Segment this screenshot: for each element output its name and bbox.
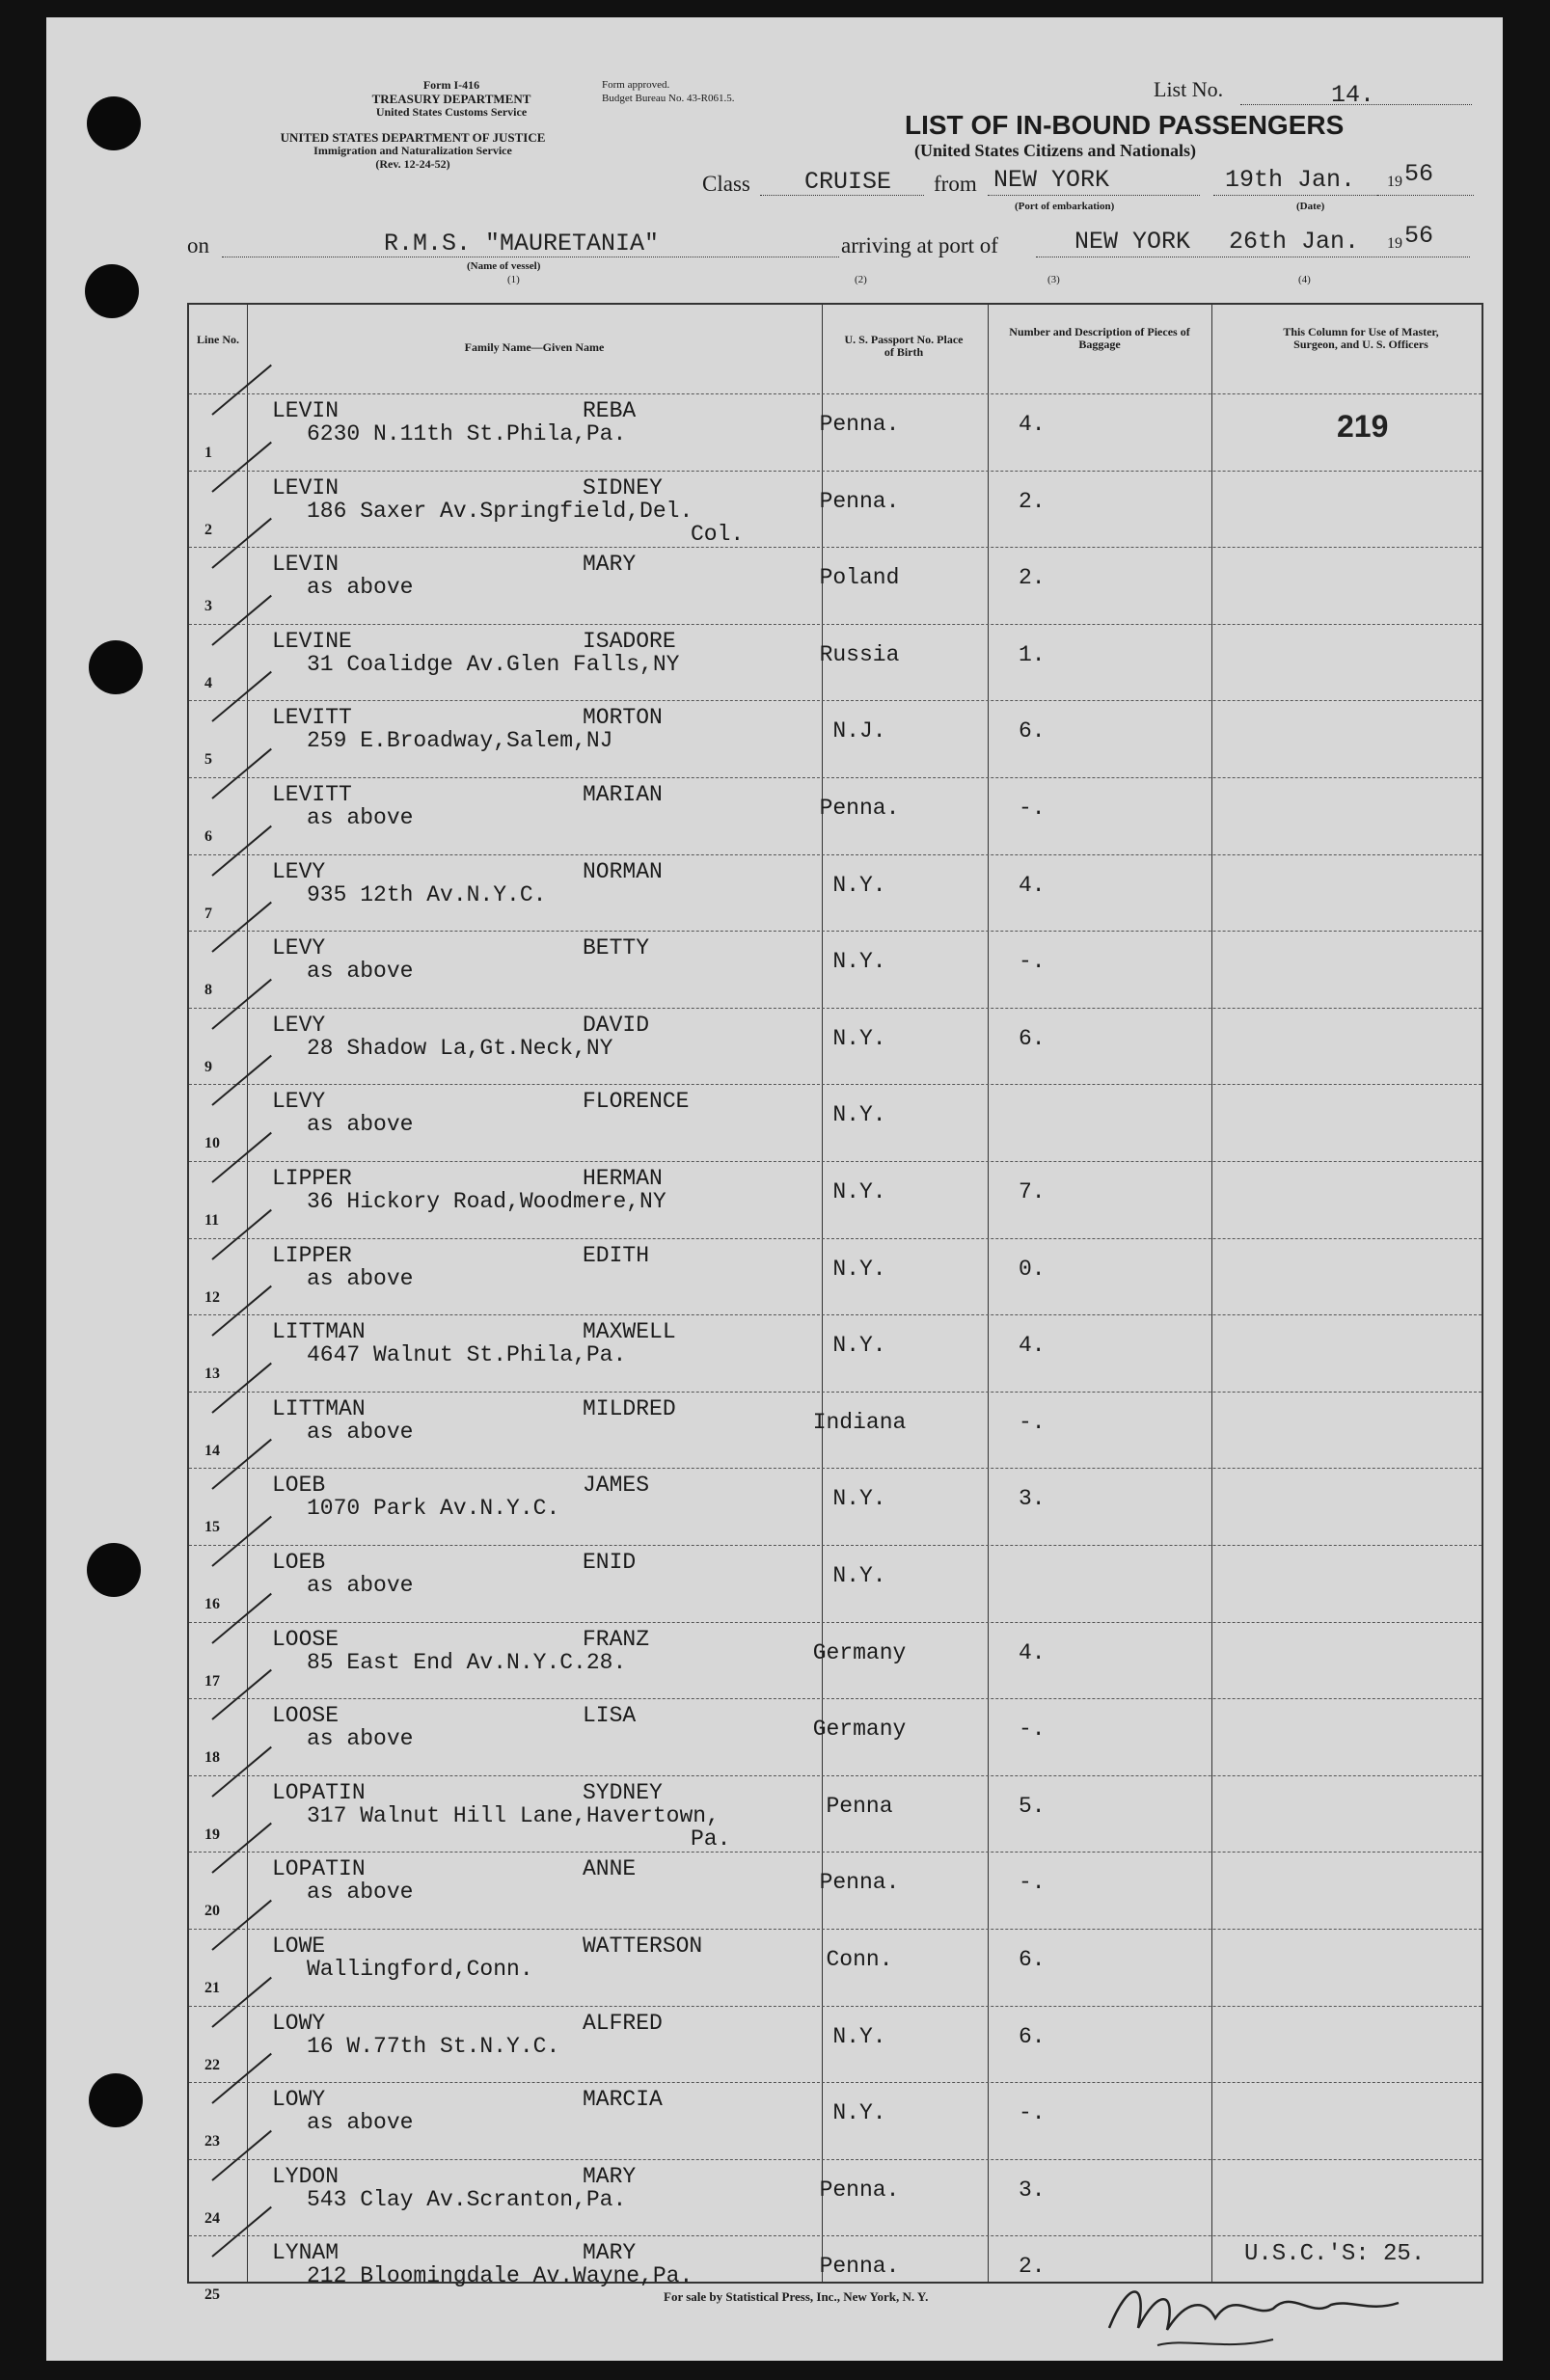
place-of-birth: Penna.: [819, 2177, 900, 2203]
punch-hole: [85, 264, 139, 318]
table-row: [189, 700, 1482, 778]
baggage-count: 2.: [1019, 488, 1046, 514]
list-subtitle: (United States Citizens and Nationals): [914, 141, 1197, 160]
place-of-birth: N.Y.: [832, 1025, 886, 1051]
place-of-birth: N.Y.: [832, 1333, 886, 1359]
table-row: [189, 2006, 1482, 2084]
family-name: LEVY: [272, 858, 326, 884]
given-name: FLORENCE: [583, 1089, 690, 1115]
address: Wallingford,Conn.: [307, 1957, 533, 1982]
address: 85 East End Av.N.Y.C.28.: [307, 1649, 627, 1675]
baggage-count: 2.: [1019, 2254, 1046, 2280]
place-of-birth: Penna.: [819, 412, 900, 437]
family-name: LEVITT: [272, 782, 352, 807]
given-name: MARY: [583, 2163, 637, 2189]
table-row: [189, 1468, 1482, 1546]
check-mark: [211, 365, 272, 416]
list-title: LIST OF IN-BOUND PASSENGERS: [905, 110, 1345, 140]
arrival-year-prefix: 19: [1387, 235, 1402, 252]
given-name: MILDRED: [583, 1395, 676, 1421]
baggage-count: 3.: [1019, 1486, 1046, 1512]
table-row: [189, 1392, 1482, 1470]
from-label: from: [934, 172, 977, 196]
line-number: 7: [204, 905, 212, 922]
given-name: BETTY: [583, 935, 650, 961]
header-officer: This Column for Use of Master, Surgeon, and U. S. Officers: [1283, 325, 1439, 351]
treasury-dept: TREASURY DEPARTMENT: [371, 92, 531, 106]
date-caption: (Date): [1296, 201, 1325, 212]
col-num-4: (4): [1298, 274, 1311, 285]
address: 16 W.77th St.N.Y.C.: [307, 2033, 560, 2059]
line-number: 1: [204, 445, 212, 461]
line-number: 23: [204, 2133, 220, 2150]
place-of-birth: Penna.: [819, 1870, 900, 1896]
line-number: 15: [204, 1519, 220, 1536]
baggage-count: 1.: [1019, 641, 1046, 667]
table-row: [189, 854, 1482, 933]
table-row: [189, 1084, 1482, 1162]
from-port: NEW YORK: [993, 166, 1110, 194]
table-row: [189, 2082, 1482, 2160]
given-name: WATTERSON: [583, 1934, 703, 1959]
address: as above: [307, 805, 414, 830]
table-row: [189, 1238, 1482, 1316]
address: 212 Bloomingdale Av.Wayne,Pa.: [307, 2263, 693, 2289]
given-name: FRANZ: [583, 1626, 650, 1652]
baggage-count: -.: [1019, 2100, 1046, 2126]
table-row: [189, 931, 1482, 1009]
address: 259 E.Broadway,Salem,NJ: [307, 728, 613, 754]
baggage-count: 5.: [1019, 1793, 1046, 1819]
place-of-birth: Indiana: [812, 1409, 907, 1435]
inspector-signature: [1100, 2270, 1418, 2357]
line-number: 21: [204, 1980, 220, 1996]
given-name: MARY: [583, 2240, 637, 2266]
baggage-count: 4.: [1019, 872, 1046, 898]
address: 28 Shadow La,Gt.Neck,NY: [307, 1035, 613, 1061]
given-name: ENID: [583, 1550, 637, 1575]
family-name: LIPPER: [272, 1242, 352, 1268]
line-number: 25: [204, 2286, 220, 2304]
line-number: 4: [204, 674, 212, 691]
baggage-count: 0.: [1019, 1256, 1046, 1282]
from-line: [988, 195, 1200, 196]
family-name: LYNAM: [272, 2240, 340, 2266]
given-name: ALFRED: [583, 2010, 663, 2036]
uscs-note: U.S.C.'S: 25.: [1244, 2241, 1426, 2267]
punch-hole: [89, 2073, 143, 2127]
family-name: LEVY: [272, 1012, 326, 1038]
arrival-date: 26th Jan.: [1229, 228, 1360, 256]
family-name: LOOSE: [272, 1703, 340, 1729]
family-name: LOOSE: [272, 1626, 340, 1652]
given-name: MAXWELL: [583, 1319, 676, 1345]
family-name: LOWE: [272, 1934, 326, 1959]
address: 36 Hickory Road,Woodmere,NY: [307, 1189, 666, 1214]
address: as above: [307, 1726, 414, 1752]
punch-hole: [87, 96, 141, 150]
place-of-birth: N.Y.: [832, 949, 886, 975]
address: 4647 Walnut St.Phila,Pa.: [307, 1342, 627, 1368]
place-of-birth: N.J.: [832, 718, 886, 744]
line-number: 19: [204, 1826, 220, 1843]
budget-bureau: Budget Bureau No. 43-R061.5.: [602, 93, 735, 104]
table-row: [189, 393, 1482, 472]
printer-footer: For sale by Statistical Press, Inc., New York, N. Y.: [664, 2289, 929, 2304]
line-number: 22: [204, 2056, 220, 2073]
address: 317 Walnut Hill Lane,Havertown,: [307, 1802, 720, 1828]
header-passport: U. S. Passport No. Place of Birth: [844, 333, 964, 359]
family-name: LEVIN: [272, 474, 340, 500]
table-row: [189, 777, 1482, 855]
family-name: LITTMAN: [272, 1319, 366, 1345]
line-number: 18: [204, 1749, 220, 1767]
given-name: SIDNEY: [583, 474, 663, 500]
place-of-birth: Penna: [826, 1793, 893, 1819]
col-num-1: (1): [507, 274, 520, 285]
baggage-count: 6.: [1019, 2023, 1046, 2049]
family-name: LEVINE: [272, 628, 352, 654]
address: as above: [307, 2110, 414, 2136]
line-number: 24: [204, 2209, 220, 2227]
table-row: [189, 624, 1482, 702]
ins-service: Immigration and Naturalization Service: [313, 144, 512, 157]
header-name: Family Name—Given Name: [464, 340, 605, 354]
form-number: Form I-416: [422, 78, 480, 92]
address: as above: [307, 1573, 414, 1598]
place-of-birth: N.Y.: [832, 872, 886, 898]
address: 935 12th Av.N.Y.C.: [307, 881, 547, 907]
line-number: 3: [204, 598, 212, 615]
address: 6230 N.11th St.Phila,Pa.: [307, 421, 627, 446]
given-name: NORMAN: [583, 858, 663, 884]
family-name: LEVIN: [272, 398, 340, 423]
family-name: LEVY: [272, 935, 326, 961]
given-name: MARY: [583, 552, 637, 578]
table-row: [189, 1008, 1482, 1086]
passenger-manifest-sheet: [46, 17, 1503, 2361]
from-year-line: [1377, 195, 1474, 196]
vessel-name: R.M.S. "MAURETANIA": [384, 230, 660, 257]
line-number: 9: [204, 1058, 212, 1075]
given-name: DAVID: [583, 1012, 650, 1038]
baggage-count: 7.: [1019, 1179, 1046, 1204]
line-number: 10: [204, 1135, 220, 1152]
punch-hole: [89, 640, 143, 694]
justice-dept: UNITED STATES DEPARTMENT OF JUSTICE: [280, 130, 546, 145]
given-name: MARIAN: [583, 782, 663, 807]
form-approved: Form approved.: [602, 79, 670, 91]
arrival-port: NEW YORK: [1074, 228, 1191, 256]
address: 1070 Park Av.N.Y.C.: [307, 1496, 560, 1522]
address-continued: Pa.: [691, 1826, 731, 1852]
given-name: JAMES: [583, 1473, 650, 1499]
place-of-birth: N.Y.: [832, 1563, 886, 1588]
header-baggage: Number and Description of Pieces of Baggage: [1009, 325, 1190, 351]
baggage-count: -.: [1019, 796, 1046, 821]
address: as above: [307, 575, 414, 601]
list-number-value: 14.: [1331, 81, 1375, 109]
place-of-birth: Penna.: [819, 2254, 900, 2280]
arrival-year: 56: [1404, 222, 1434, 250]
address: as above: [307, 959, 414, 985]
table-row: [189, 1852, 1482, 1930]
address: as above: [307, 1265, 414, 1291]
customs-service: United States Customs Service: [375, 105, 528, 119]
table-row: [189, 471, 1482, 549]
given-name: HERMAN: [583, 1166, 663, 1191]
line-number: 11: [204, 1212, 220, 1229]
place-of-birth: Penna.: [819, 488, 900, 514]
family-name: LOWY: [272, 2087, 326, 2113]
address: 543 Clay Av.Scranton,Pa.: [307, 2186, 627, 2212]
family-name: LOPATIN: [272, 1779, 366, 1805]
family-name: LOEB: [272, 1473, 326, 1499]
baggage-count: 6.: [1019, 1025, 1046, 1051]
line-number: 2: [204, 521, 212, 538]
family-name: LEVY: [272, 1089, 326, 1115]
address: as above: [307, 1419, 414, 1445]
address: 31 Coalidge Av.Glen Falls,NY: [307, 651, 680, 677]
given-name: REBA: [583, 398, 637, 423]
col-num-3: (3): [1047, 274, 1060, 285]
line-number: 8: [204, 982, 212, 999]
table-row: [189, 1314, 1482, 1393]
line-number: 5: [204, 751, 212, 769]
from-date-line: [1213, 195, 1377, 196]
address: as above: [307, 1880, 414, 1906]
baggage-count: 4.: [1019, 1639, 1046, 1665]
baggage-count: 4.: [1019, 412, 1046, 437]
line-number: 16: [204, 1596, 220, 1612]
place-of-birth: N.Y.: [832, 1102, 886, 1128]
family-name: LEVITT: [272, 705, 352, 731]
line-number: 17: [204, 1672, 220, 1690]
given-name: ISADORE: [583, 628, 676, 654]
baggage-count: 4.: [1019, 1333, 1046, 1359]
address-continued: Col.: [691, 521, 745, 547]
baggage-count: 2.: [1019, 565, 1046, 591]
baggage-count: -.: [1019, 1409, 1046, 1435]
officer-note: 219: [1337, 409, 1389, 444]
table-row: [189, 2159, 1482, 2237]
port-caption: (Port of embarkation): [1015, 201, 1115, 212]
place-of-birth: Germany: [812, 1717, 907, 1743]
given-name: SYDNEY: [583, 1779, 663, 1805]
from-year-prefix: 19: [1387, 174, 1402, 190]
on-label: on: [187, 233, 209, 257]
place-of-birth: N.Y.: [832, 1256, 886, 1282]
table-row: [189, 1775, 1482, 1853]
family-name: LOPATIN: [272, 1856, 366, 1882]
place-of-birth: N.Y.: [832, 2023, 886, 2049]
line-number: 20: [204, 1903, 220, 1920]
place-of-birth: N.Y.: [832, 1486, 886, 1512]
baggage-count: -.: [1019, 1717, 1046, 1743]
place-of-birth: Germany: [812, 1639, 907, 1665]
line-number: 12: [204, 1288, 220, 1306]
list-number-label: List No.: [1154, 77, 1224, 101]
given-name: MARCIA: [583, 2087, 663, 2113]
revision: (Rev. 12-24-52): [375, 157, 450, 171]
baggage-count: 6.: [1019, 1947, 1046, 1972]
baggage-count: 6.: [1019, 718, 1046, 744]
class-value: CRUISE: [804, 168, 892, 196]
place-of-birth: Russia: [819, 641, 900, 667]
from-date: 19th Jan.: [1225, 166, 1356, 194]
family-name: LOWY: [272, 2010, 326, 2036]
class-label: Class: [702, 172, 750, 196]
baggage-count: -.: [1019, 949, 1046, 975]
family-name: LIPPER: [272, 1166, 352, 1191]
family-name: LOEB: [272, 1550, 326, 1575]
given-name: LISA: [583, 1703, 637, 1729]
table-row: [189, 1698, 1482, 1776]
from-year: 56: [1404, 160, 1434, 188]
table-row: [189, 1545, 1482, 1623]
place-of-birth: Poland: [819, 565, 900, 591]
address: 186 Saxer Av.Springfield,Del.: [307, 498, 693, 524]
line-number: 6: [204, 828, 212, 845]
place-of-birth: N.Y.: [832, 2100, 886, 2126]
header-line-no: Line No.: [196, 333, 239, 346]
given-name: MORTON: [583, 705, 663, 731]
table-row: [189, 1161, 1482, 1239]
vessel-caption: (Name of vessel): [467, 260, 541, 272]
family-name: LITTMAN: [272, 1395, 366, 1421]
baggage-count: 3.: [1019, 2177, 1046, 2203]
place-of-birth: Conn.: [826, 1947, 893, 1972]
place-of-birth: Penna.: [819, 796, 900, 821]
family-name: LYDON: [272, 2163, 340, 2189]
baggage-count: -.: [1019, 1870, 1046, 1896]
line-number: 14: [204, 1442, 220, 1459]
place-of-birth: N.Y.: [832, 1179, 886, 1204]
arriving-label: arriving at port of: [841, 233, 998, 257]
col-num-2: (2): [855, 274, 867, 285]
punch-hole: [87, 1543, 141, 1597]
table-row: [189, 1929, 1482, 2007]
table-row: [189, 547, 1482, 625]
line-number: 13: [204, 1366, 220, 1383]
table-row: [189, 1622, 1482, 1700]
family-name: LEVIN: [272, 552, 340, 578]
given-name: ANNE: [583, 1856, 637, 1882]
given-name: EDITH: [583, 1242, 650, 1268]
address: as above: [307, 1112, 414, 1138]
